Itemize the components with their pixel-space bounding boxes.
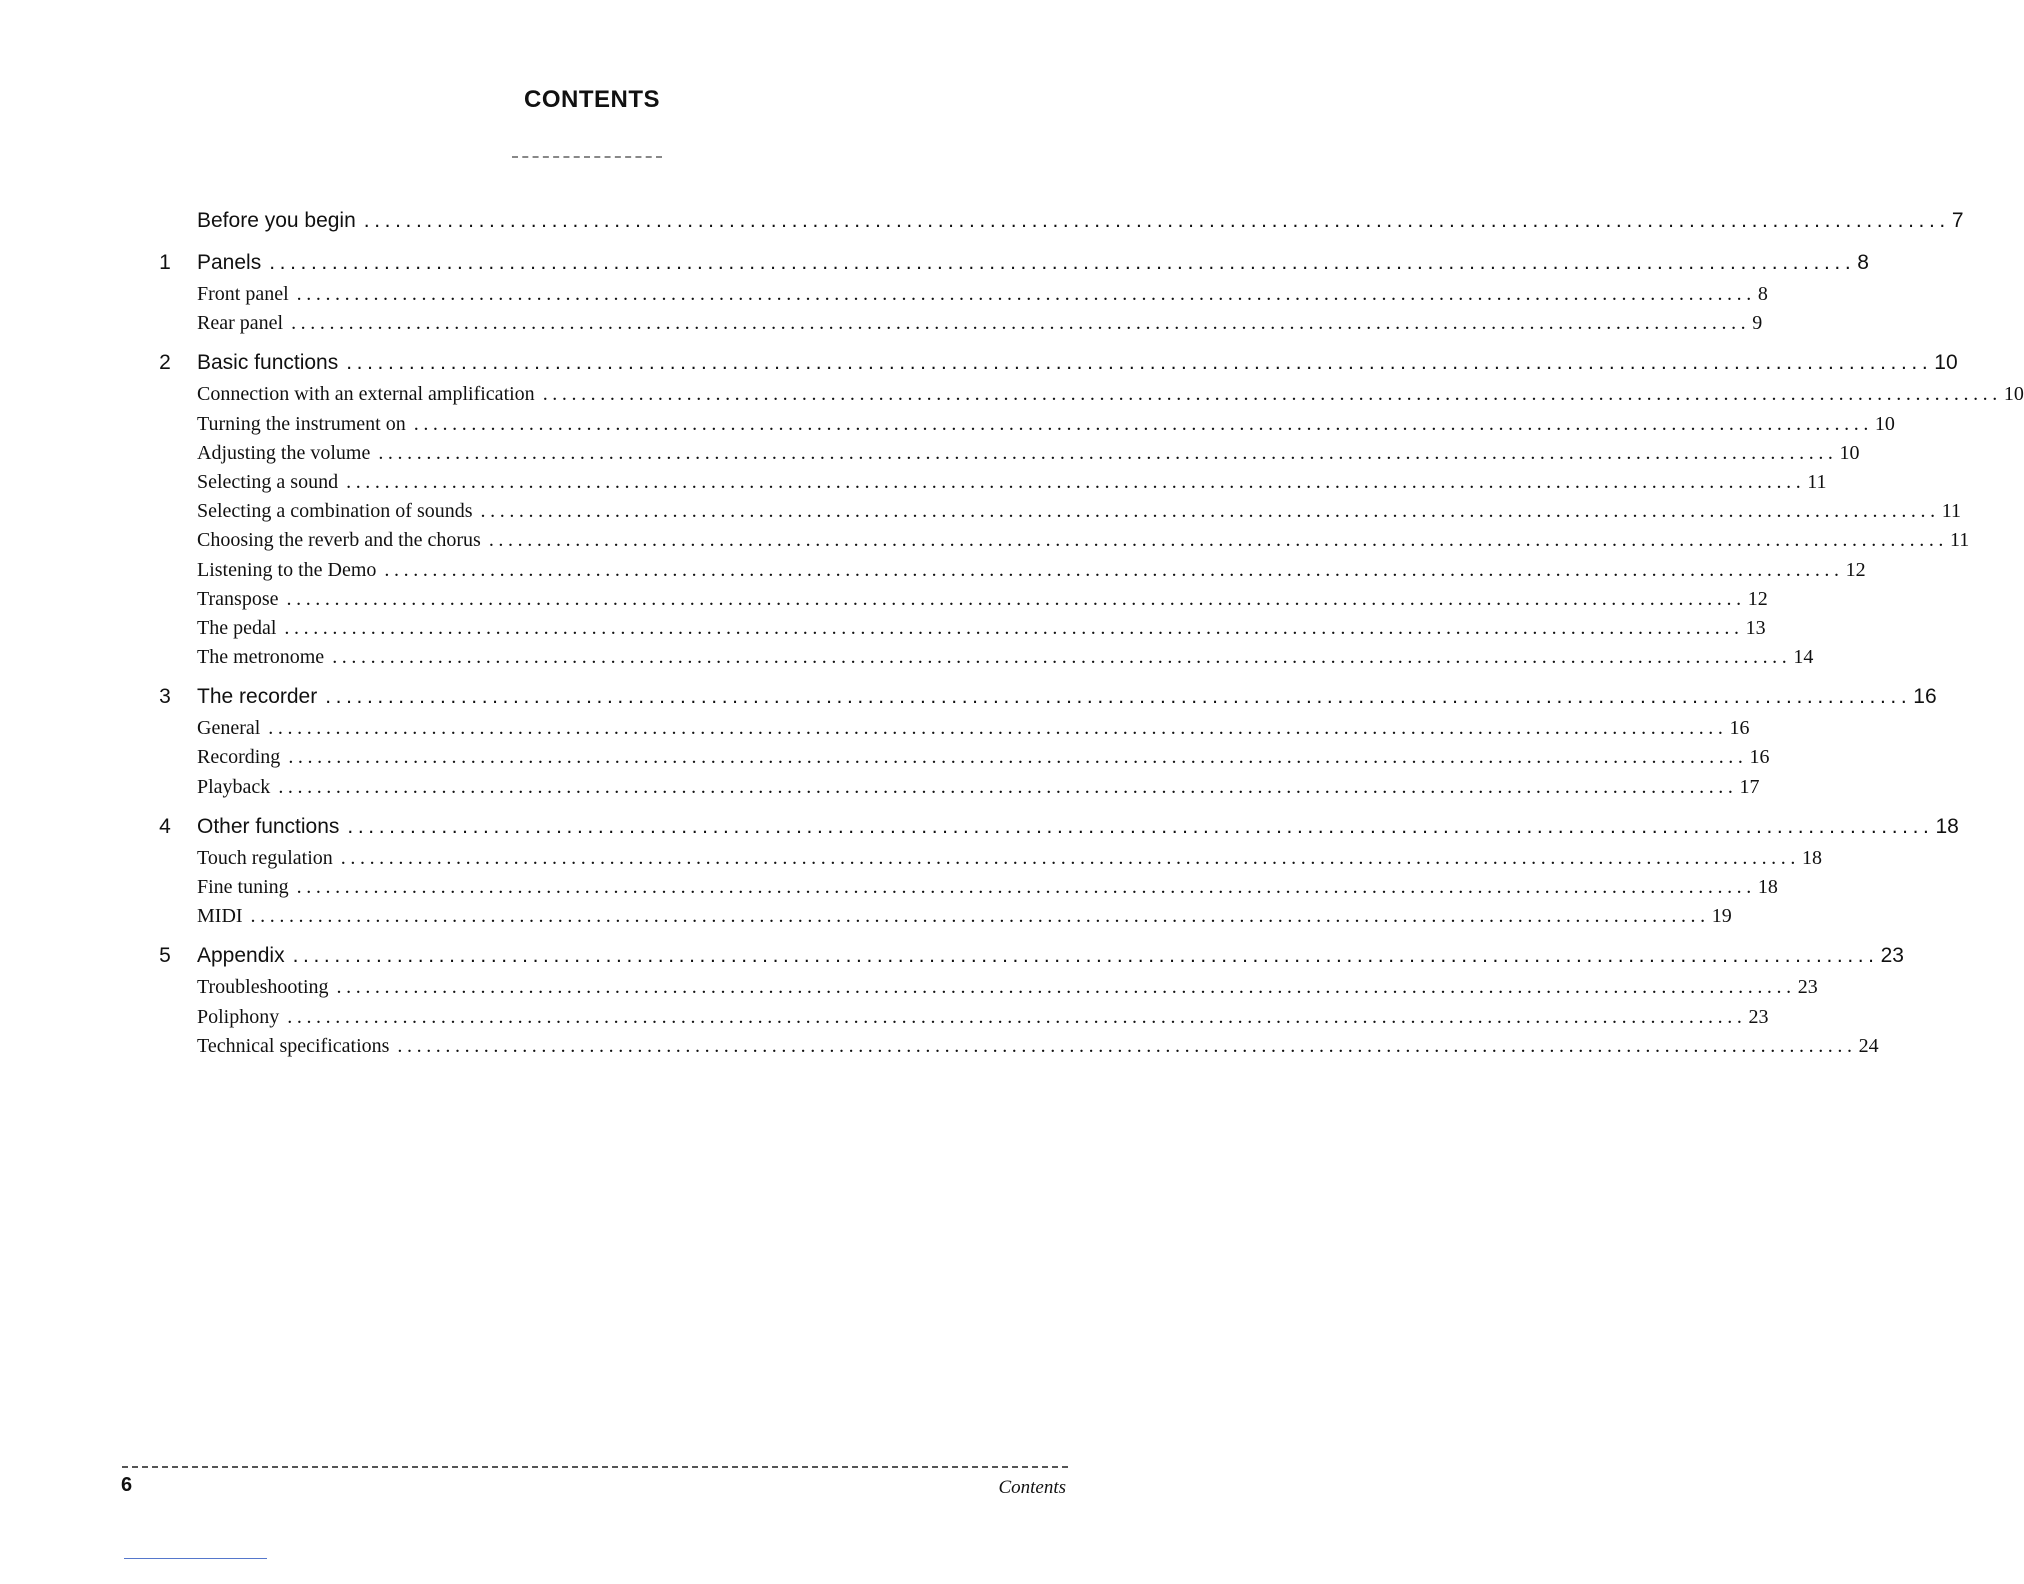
toc-entry[interactable] [0,556,1866,585]
toc-page-number: 16 [1749,746,1770,769]
toc-label: The pedal [197,616,277,639]
toc-section [0,939,1904,1061]
toc-dot-leader: ........................................................................................................................................................ [288,746,1748,769]
table-of-contents [0,204,2024,1069]
toc-label: Turning the instrument on [197,412,406,435]
toc-page-number: 10 [1874,412,1895,435]
toc-line [197,902,1732,931]
toc-section [0,810,1959,932]
toc-dot-leader: ........................................................................................................................................................ [284,616,1744,639]
toc-line [197,309,1763,338]
toc-dot-leader: ........................................................................................................................................................ [340,846,1800,869]
toc-dot-leader: ........................................................................................................................................................ [378,441,1838,464]
toc-dot-leader: ........................................................................................................................................................ [291,312,1751,335]
toc-entry[interactable] [0,614,1766,643]
toc-entry[interactable] [0,873,1778,902]
toc-section-heading[interactable] [0,346,1958,380]
toc-page-number: 14 [1793,646,1814,669]
toc-line [197,468,1827,497]
toc-page-number: 11 [1807,470,1827,493]
toc-entry[interactable] [0,497,1961,526]
toc-line [197,844,1822,873]
toc-page-number: 12 [1845,558,1866,581]
toc-label: Adjusting the volume [197,441,371,464]
toc-line [197,246,1869,280]
footer-page-number: 6 [121,1474,133,1496]
toc-dot-leader: ........................................................................................................................................................ [286,587,1746,610]
toc-line [197,873,1778,902]
toc-dot-leader: ........................................................................................................................................................ [269,251,1856,274]
toc-label: Basic functions [197,351,339,375]
toc-line [197,526,1970,555]
toc-section [0,246,1869,338]
toc-dot-leader: ........................................................................................................................................................ [250,905,1710,928]
footer-section-name: Contents [998,1477,1066,1498]
toc-line [197,810,1959,844]
toc-page-number: 10 [1934,351,1958,375]
toc-section-heading[interactable] [0,939,1904,973]
toc-line [197,497,1961,526]
toc-line [197,939,1904,973]
toc-dot-leader: ........................................................................................................................................................ [346,351,1933,375]
toc-label: MIDI [197,905,243,928]
title-divider [512,156,662,158]
toc-entry[interactable] [0,902,1732,931]
toc-line [197,410,1895,439]
toc-dot-leader: ........................................................................................................................................................ [480,500,1940,523]
toc-page-number: 13 [1745,616,1766,639]
toc-entry[interactable] [0,773,1760,802]
toc-dot-leader: ........................................................................................................................................................ [296,876,1756,898]
toc-entry[interactable] [0,1003,1769,1032]
toc-label: Rear panel [197,312,284,335]
toc-entry[interactable] [0,714,1750,743]
toc-entry[interactable] [0,439,1860,468]
toc-line [197,973,1818,1002]
toc-line [197,680,1937,714]
toc-section-number: 5 [159,944,171,968]
toc-section-number: 1 [159,251,171,274]
toc-dot-leader: ........................................................................................................................................................ [296,283,1756,305]
toc-line [197,773,1760,802]
toc-dot-leader: ........................................................................................................................................................ [278,775,1738,798]
toc-label: Transpose [197,587,279,610]
toc-section-heading[interactable] [0,204,1964,238]
toc-page-number: 11 [1950,529,1970,552]
toc-label: Technical specifications [197,1034,390,1057]
page-title: CONTENTS [524,86,660,113]
toc-section-heading[interactable] [0,680,1937,714]
toc-page-number: 23 [1880,944,1904,968]
toc-line [197,743,1770,772]
toc-label: Choosing the reverb and the chorus [197,529,481,552]
toc-section-heading[interactable] [0,246,1869,280]
toc-entry[interactable] [0,1032,1879,1061]
toc-section [0,346,2024,672]
toc-page-number: 18 [1757,876,1778,898]
toc-dot-leader: ........................................................................................................................................................ [363,209,1950,232]
toc-page-number: 18 [1801,846,1822,869]
toc-page-number: 17 [1739,775,1760,798]
toc-entry[interactable] [0,410,1895,439]
toc-section-number: 2 [159,351,171,375]
toc-label: Panels [197,251,262,274]
toc-label: Appendix [197,944,285,968]
toc-entry[interactable] [0,468,1827,497]
toc-label: Playback [197,775,271,798]
toc-page-number: 18 [1935,814,1959,838]
toc-page-number: 9 [1752,312,1763,335]
footer-divider [122,1466,1068,1468]
toc-line [197,1003,1769,1032]
toc-dot-leader: ........................................................................................................................................................ [384,558,1844,581]
toc-line [197,280,1768,309]
toc-label: General [197,717,261,740]
toc-label: Other functions [197,814,340,838]
toc-section-heading[interactable] [0,810,1959,844]
toc-entry[interactable] [0,844,1822,873]
toc-dot-leader: ........................................................................................................................................................ [325,685,1912,709]
toc-label: Selecting a sound [197,470,339,493]
toc-entry[interactable] [0,585,1768,614]
toc-label: Fine tuning [197,876,289,898]
toc-line [197,714,1750,743]
toc-page-number: 16 [1913,685,1937,709]
toc-dot-leader: ........................................................................................................................................................ [346,470,1806,493]
toc-entry[interactable] [0,526,1970,555]
toc-entry[interactable] [0,643,1814,672]
toc-label: Selecting a combination of sounds [197,500,473,523]
toc-entry[interactable] [0,280,1768,309]
toc-page-number: 11 [1941,500,1961,523]
toc-page-number: 8 [1857,251,1869,274]
toc-page-number: 16 [1729,717,1750,740]
toc-line [197,439,1860,468]
toc-dot-leader: ........................................................................................................................................................ [413,412,1873,435]
toc-label: Recording [197,746,281,769]
toc-page-number: 19 [1711,905,1732,928]
scan-artifact-line [124,1558,267,1559]
toc-label: Poliphony [197,1005,280,1028]
toc-line [197,380,2024,409]
toc-dot-leader: ........................................................................................................................................................ [542,383,2002,406]
toc-section [0,204,1964,238]
toc-section-number: 4 [159,814,171,838]
toc-page-number: 12 [1747,587,1768,610]
toc-dot-leader: ........................................................................................................................................................ [397,1034,1857,1057]
toc-line [197,556,1866,585]
toc-dot-leader: ........................................................................................................................................................ [332,646,1792,669]
toc-dot-leader: ........................................................................................................................................................ [488,529,1949,552]
toc-page-number: 23 [1797,976,1818,999]
toc-label: Touch regulation [197,846,333,869]
toc-entry[interactable] [0,380,2024,409]
toc-line [197,346,1958,380]
toc-line [197,585,1768,614]
toc-dot-leader: ........................................................................................................................................................ [287,1005,1747,1028]
toc-page-number: 24 [1858,1034,1879,1057]
toc-page-number: 10 [1839,441,1860,464]
toc-section-number: 3 [159,685,171,709]
toc-label: The recorder [197,685,318,709]
toc-line [197,643,1814,672]
toc-label: Connection with an external amplification [197,383,535,406]
toc-dot-leader: ........................................................................................................................................................ [347,814,1934,838]
toc-page-number: 8 [1757,283,1768,305]
toc-line [197,204,1964,238]
toc-label: Before you begin [197,209,356,232]
toc-label: Front panel [197,283,289,305]
toc-entry[interactable] [0,309,1763,338]
toc-section [0,680,1937,802]
toc-dot-leader: ........................................................................................................................................................ [336,976,1796,999]
toc-page-number: 10 [2003,383,2024,406]
toc-page-number: 23 [1748,1005,1769,1028]
toc-dot-leader: ........................................................................................................................................................ [292,944,1879,968]
toc-label: Listening to the Demo [197,558,377,581]
toc-label: The metronome [197,646,325,669]
toc-dot-leader: ........................................................................................................................................................ [268,717,1728,740]
toc-line [197,1032,1879,1061]
toc-entry[interactable] [0,743,1770,772]
toc-label: Troubleshooting [197,976,329,999]
toc-page-number: 7 [1951,209,1964,232]
toc-entry[interactable] [0,973,1818,1002]
toc-line [197,614,1766,643]
